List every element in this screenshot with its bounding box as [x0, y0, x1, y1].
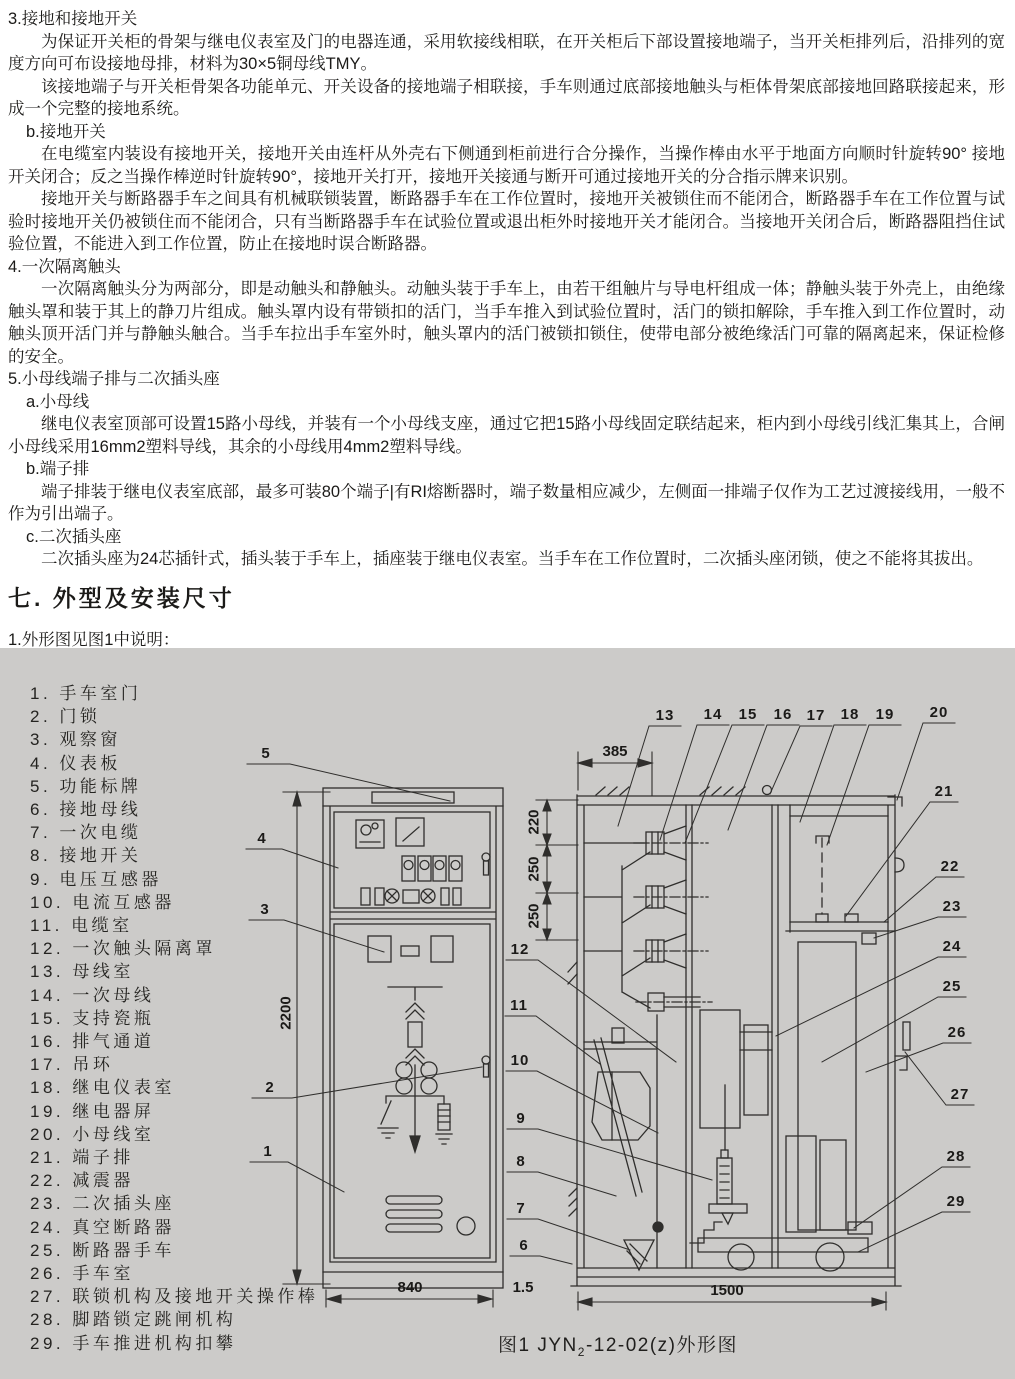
callout-label: 27 — [950, 1086, 970, 1103]
figure-caption-suffix: -12-02(z)外形图 — [585, 1335, 739, 1356]
callout-label: 17 — [806, 707, 826, 724]
dimension-label-top-width: 385 — [602, 743, 628, 760]
list-item: 6. 接地母线 — [30, 800, 142, 820]
callout-label: 12 — [510, 941, 530, 958]
dimension-label-seg2: 250 — [525, 856, 543, 882]
panel-lock-shape — [482, 853, 490, 861]
section-heading: b.接地开关 — [26, 122, 106, 141]
figure-caption-prefix: 图1 JYN — [498, 1335, 578, 1356]
list-item: 13. 母线室 — [30, 962, 134, 982]
list-item: 24. 真空断路器 — [30, 1217, 175, 1237]
callout-label: 1 — [263, 1143, 273, 1160]
list-item: 4. 仪表板 — [30, 753, 121, 773]
callout-label: 11 — [510, 997, 528, 1014]
list-item: 27. 联锁机构及接地开关操作棒 — [30, 1287, 319, 1307]
section-heading: a.小母线 — [26, 392, 90, 411]
callout-label: 6 — [519, 1237, 529, 1254]
callout-label: 15 — [738, 706, 758, 723]
paragraph: 一次隔离触头分为两部分，即是动触头和静触头。动触头装于手车上，由若干组触片与导电杆组成一体；静触头装于外壳上，由绝缘触头罩和装于其上的静刀片组成。触头罩内设有带锁扣的活门，当手车推入到试验位置时，活门的锁扣解除，手车推入到工作位置时，动触头顶开活门并与静触头触合。当手车拉出手车室外时，触头罩内的活门被锁扣锁住，使带电部分被绝缘活门可靠的隔离起来，保证检修的安全。 — [8, 280, 1005, 366]
dimension-label-gap: 1.5 — [512, 1279, 534, 1296]
callout-label: 4 — [257, 830, 267, 847]
figure-intro: 1.外形图见图1中说明： — [8, 631, 180, 648]
list-item: 28. 脚踏锁定跳闸机构 — [30, 1310, 237, 1330]
list-item: 22. 减震器 — [30, 1171, 134, 1191]
list-item: 1. 手车室门 — [30, 684, 142, 703]
callout-label: 10 — [510, 1052, 530, 1069]
paragraph: 接地开关与断路器手车之间具有机械联锁装置，断路器手车在工作位置时，接地开关被锁住而不能闭合，断路器手车在工作位置与试验时接地开关仍被锁住而不能闭合，只有当断路器手车在试验位置或退出柜外时接地开关才能闭合。当接地开关闭合后，断路器阻挡住试验位置，不能进入到工作位置，防止在接地时误合断路器。 — [8, 190, 1005, 253]
truck-room-door-shape — [334, 924, 490, 1258]
callout-label: 26 — [947, 1024, 967, 1041]
figure-area — [0, 648, 1015, 1379]
callout-label: 13 — [655, 707, 675, 724]
list-item: 23. 二次插头座 — [30, 1194, 175, 1214]
list-item: 19. 继电器屏 — [30, 1101, 155, 1121]
nameplate-shape — [372, 792, 454, 803]
paragraph: 该接地端子与开关柜骨架各功能单元、开关设备的接地端子相联接，手车则通过底部接地触头与柜体骨架底部接地回路联接起来，形成一个完整的接地系统。 — [8, 77, 1005, 118]
outline-drawing — [0, 648, 1015, 1379]
list-item: 16. 排气通道 — [30, 1032, 155, 1052]
callout-label: 9 — [516, 1110, 526, 1127]
truck-wheel-shape — [728, 1244, 754, 1270]
list-item: 11. 电缆室 — [30, 916, 133, 936]
list-item: 9. 电压互感器 — [30, 869, 162, 889]
list-item: 25. 断路器手车 — [30, 1240, 175, 1260]
list-item: 21. 端子排 — [30, 1148, 134, 1168]
list-item: 17. 吊环 — [30, 1055, 114, 1075]
instrument-panel-shape — [334, 812, 490, 908]
section-heading: 4.一次隔离触头 — [8, 257, 121, 276]
section-heading: c.二次插头座 — [26, 527, 122, 546]
callout-label: 8 — [516, 1153, 526, 1170]
callout-label: 19 — [875, 706, 895, 723]
figure-caption — [498, 1330, 738, 1359]
list-item: 20. 小母线室 — [30, 1124, 155, 1144]
truck-wheel-shape — [816, 1243, 844, 1271]
callout-label: 24 — [942, 938, 962, 955]
callout-label: 23 — [942, 898, 962, 915]
callout-label: 3 — [260, 901, 270, 918]
side-view-drawing — [568, 786, 910, 1287]
chapter-heading: 七. 外型及安装尺寸 — [8, 584, 235, 611]
paragraph: 二次插头座为24芯插针式，插头装于手车上，插座装于继电仪表室。当手车在工作位置时，二次插头座闭锁，使之不能将其拔出。 — [41, 550, 984, 568]
section-heading: 3.接地和接地开关 — [8, 10, 138, 28]
dimension-label-seg1: 220 — [525, 809, 543, 835]
dimension-label-seg3: 250 — [525, 903, 543, 929]
figure-caption-subscript: 2 — [577, 1344, 586, 1359]
callout-label: 7 — [516, 1200, 526, 1217]
callout-label: 25 — [942, 978, 962, 995]
callout-label: 2 — [265, 1079, 275, 1096]
list-item: 10. 电流互感器 — [30, 892, 175, 912]
callout-label: 28 — [946, 1148, 966, 1165]
list-item: 2. 门锁 — [30, 707, 101, 727]
list-item: 15. 支持瓷瓶 — [30, 1008, 155, 1028]
door-lock-shape — [482, 1056, 490, 1064]
dimension-label-depth: 1500 — [710, 1282, 744, 1299]
callout-label: 21 — [934, 783, 954, 800]
list-item: 29. 手车推进机构扣攀 — [30, 1333, 237, 1353]
paragraph: 为保证开关柜的骨架与继电仪表室及门的电器连通，采用软接线相联，在开关柜后下部设置接地端子，当开关柜排列后，沿排列的宽度方向可布设接地母排，材料为30×5铜母线TMY。 — [8, 32, 1005, 73]
callout-label: 20 — [929, 704, 949, 721]
dimension-label-front-width: 840 — [397, 1279, 423, 1296]
paragraph: 继电仪表室顶部可设置15路小母线，并装有一个小母线支座，通过它把15路小母线固定联结起来，柜内到小母线引线汇集其上，合闸小母线采用16mm2塑料导线，其余的小母线用4mm2塑料导线。 — [8, 415, 1005, 456]
section-heading: 5.小母线端子排与二次插头座 — [8, 370, 220, 388]
callout-label: 29 — [946, 1193, 966, 1210]
list-item: 18. 继电仪表室 — [30, 1078, 175, 1098]
callout-label: 16 — [773, 706, 793, 723]
callout-label: 5 — [261, 745, 271, 762]
list-item: 26. 手车室 — [30, 1264, 134, 1284]
section-heading: b.端子排 — [26, 460, 90, 478]
callout-leaders — [246, 723, 974, 1264]
front-view-drawing — [323, 788, 503, 1288]
list-item: 8. 接地开关 — [30, 846, 142, 866]
dimension-label-height: 2200 — [277, 996, 295, 1030]
callout-label: 22 — [940, 858, 960, 875]
list-item: 5. 功能标牌 — [30, 776, 142, 796]
list-item: 12. 一次触头隔离罩 — [30, 939, 216, 959]
body-text — [0, 0, 1015, 648]
list-item: 7. 一次电缆 — [30, 823, 142, 843]
paragraph: 在电缆室内装设有接地开关，接地开关由连杆从外壳右下侧通到柜前进行合分操作，当操作棒由水平于地面方向顺时针旋转90° 接地开关闭合；反之当操作棒逆时针旋转90°，接地开关打开，接地开关接通与断开可通过接地开关的分合指示牌来识别。 — [8, 145, 1005, 186]
callout-label: 14 — [703, 706, 723, 723]
paragraph: 端子排装于继电仪表室底部，最多可装80个端子|有RI熔断器时，端子数量相应减少，左侧面一排端子仅作为工艺过渡接线用，一般不作为引出端子。 — [8, 482, 1005, 523]
callout-label: 18 — [840, 706, 860, 723]
list-item: 3. 观察窗 — [30, 730, 121, 750]
list-item: 14. 一次母线 — [30, 985, 155, 1005]
